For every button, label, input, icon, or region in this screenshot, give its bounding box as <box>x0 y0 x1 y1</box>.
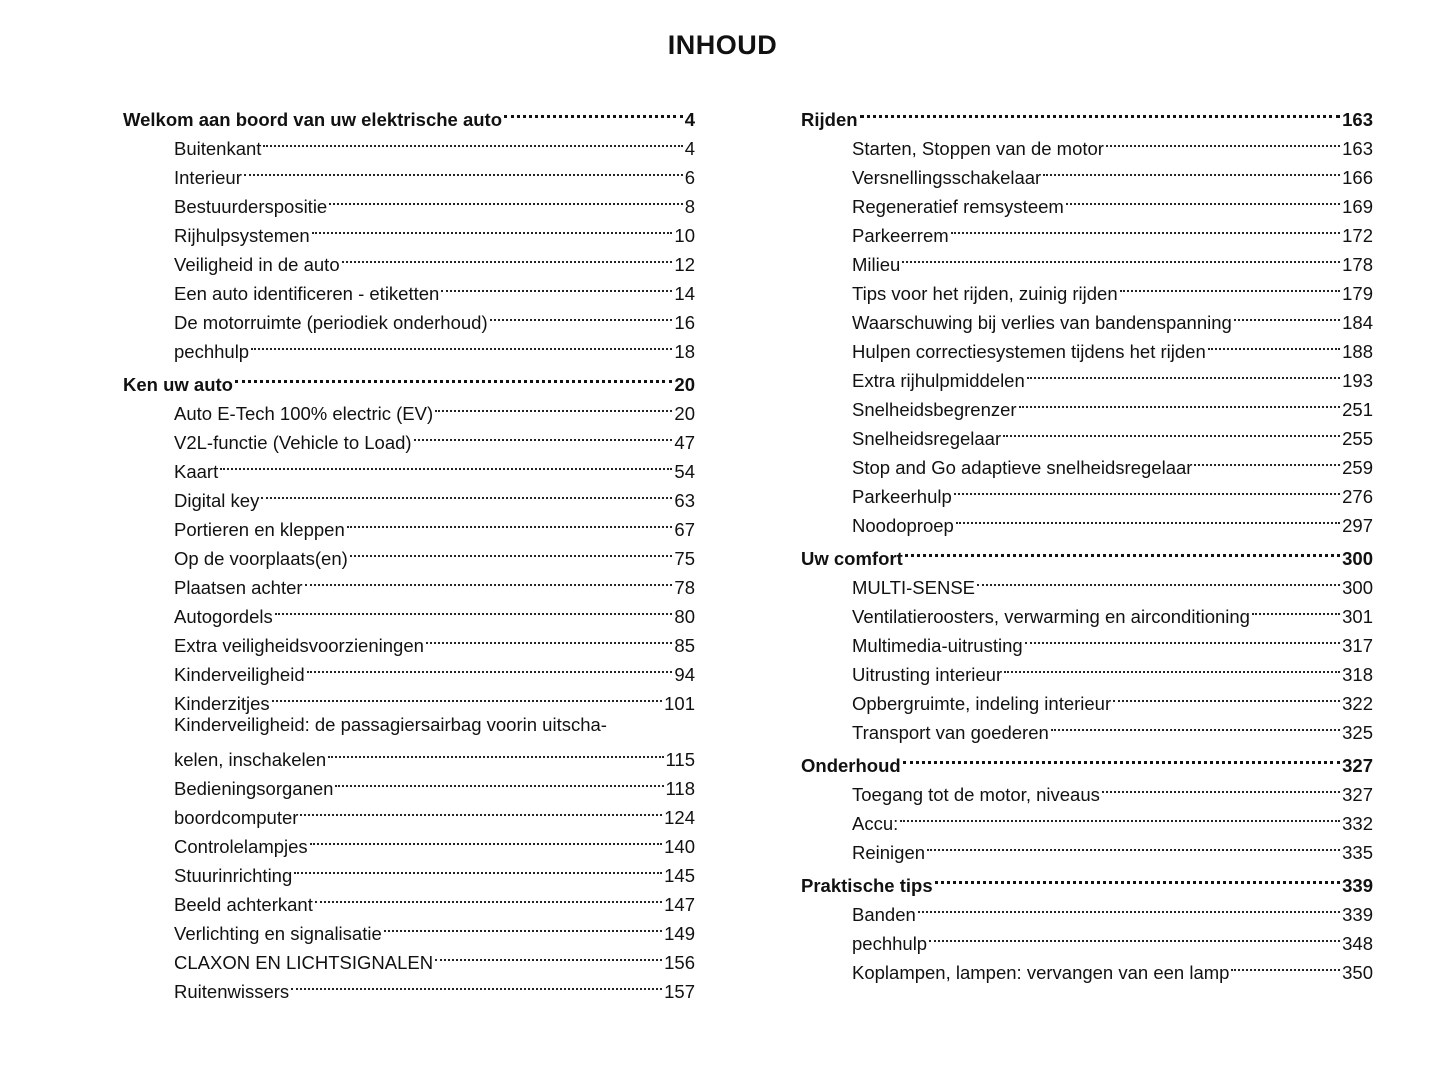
page-number: 85 <box>674 635 695 656</box>
dot-leader <box>251 329 672 358</box>
entry-label: Snelheidsbegrenzer <box>852 399 1017 420</box>
entry-continuation <box>174 737 695 770</box>
entry-label: Rijhulpsystemen <box>174 225 310 246</box>
dot-leader <box>900 801 1340 830</box>
entry-label: Kaart <box>174 461 219 482</box>
entry-label: Bedieningsorganen <box>174 778 334 799</box>
toc-section-heading[interactable] <box>801 536 1373 569</box>
section-title: Rijden <box>801 109 858 130</box>
dot-leader <box>903 743 1340 772</box>
entry-label: Noodoproep <box>852 515 954 536</box>
dot-leader <box>328 737 663 766</box>
entry-label: Controlelampjes <box>174 836 308 857</box>
entry-label: Parkeerrem <box>852 225 949 246</box>
dot-leader <box>977 565 1340 594</box>
entry-label: Multimedia-uitrusting <box>852 635 1023 656</box>
entry-label: Verlichting en signalisatie <box>174 923 382 944</box>
dot-leader <box>305 565 673 594</box>
entry-label: V2L-functie (Vehicle to Load) <box>174 432 412 453</box>
toc-section-heading[interactable] <box>801 863 1373 896</box>
entry-label: Snelheidsregelaar <box>852 428 1002 449</box>
dot-leader <box>1004 652 1340 681</box>
page-number: 327 <box>1342 755 1373 776</box>
dot-leader <box>294 853 662 882</box>
dot-leader <box>1231 950 1340 979</box>
page-title: INHOUD <box>667 30 778 60</box>
dot-leader <box>954 474 1340 503</box>
dot-leader <box>300 795 662 824</box>
entry-label: Extra veiligheidsvoorzieningen <box>174 635 424 656</box>
dot-leader <box>1113 681 1340 710</box>
entry-label: pechhulp <box>174 341 250 362</box>
page-number: 140 <box>664 836 695 857</box>
page-number: 166 <box>1342 167 1373 188</box>
dot-leader <box>1066 184 1340 213</box>
dot-leader <box>1106 126 1340 155</box>
entry-label: Koplampen, lampen: vervangen van een lamp <box>852 962 1230 983</box>
page-number: 163 <box>1342 109 1373 130</box>
toc-left-column <box>123 97 695 1002</box>
dot-leader <box>414 420 673 449</box>
page-number: 157 <box>664 981 695 1002</box>
page-number: 118 <box>665 778 695 799</box>
dot-leader <box>307 652 673 681</box>
section-title: Praktische tips <box>801 875 933 896</box>
dot-leader <box>441 271 672 300</box>
entry-label: Digital key <box>174 490 260 511</box>
page-number: 255 <box>1342 428 1373 449</box>
entry-label: Parkeerhulp <box>852 486 952 507</box>
dot-leader <box>1252 594 1340 623</box>
page-number: 179 <box>1342 283 1373 304</box>
dot-leader <box>1027 358 1340 387</box>
entry-label: Auto E-Tech 100% electric (EV) <box>174 403 434 424</box>
dot-leader <box>235 362 672 391</box>
entry-label: Uitrusting interieur <box>852 664 1003 685</box>
page-number: 188 <box>1342 341 1373 362</box>
page-number: 297 <box>1342 515 1373 536</box>
page-number: 18 <box>674 341 695 362</box>
dot-leader <box>335 766 663 795</box>
section-title: Onderhoud <box>801 755 901 776</box>
dot-leader <box>435 940 662 969</box>
page-number: 80 <box>674 606 695 627</box>
toc-section-heading[interactable] <box>801 97 1373 130</box>
entry-label: Autogordels <box>174 606 273 627</box>
page-number: 67 <box>674 519 695 540</box>
dot-leader <box>1102 772 1340 801</box>
page-number: 20 <box>674 374 695 395</box>
dot-leader <box>927 830 1340 859</box>
entry-label: Veiligheid in de auto <box>174 254 340 275</box>
page-number: 322 <box>1342 693 1373 714</box>
dot-leader <box>1194 445 1340 474</box>
dot-leader <box>315 882 662 911</box>
page-number: 348 <box>1342 933 1373 954</box>
page-number: 94 <box>674 664 695 685</box>
dot-leader <box>1025 623 1340 652</box>
entry-label: Reinigen <box>852 842 926 863</box>
page-number: 318 <box>1342 664 1373 685</box>
entry-label: Stuurinrichting <box>174 865 293 886</box>
page-number: 350 <box>1342 962 1373 983</box>
dot-leader <box>918 892 1340 921</box>
dot-leader <box>905 536 1340 565</box>
entry-label: Ventilatieroosters, verwarming en airconditioning <box>852 606 1250 627</box>
page-number: 75 <box>674 548 695 569</box>
dot-leader <box>312 213 673 242</box>
entry-label: Buitenkant <box>174 138 262 159</box>
section-title: Uw comfort <box>801 548 903 569</box>
dot-leader <box>1120 271 1340 300</box>
page-number: 184 <box>1342 312 1373 333</box>
dot-leader <box>263 126 682 155</box>
page-number: 4 <box>684 109 695 130</box>
dot-leader <box>291 969 662 998</box>
toc-right-column <box>801 97 1373 983</box>
entry-label: Versnellingsschakelaar <box>852 167 1042 188</box>
dot-leader <box>860 97 1341 126</box>
dot-leader <box>956 503 1340 532</box>
dot-leader <box>261 478 672 507</box>
page-number: 325 <box>1342 722 1373 743</box>
entry-label: Beeld achterkant <box>174 894 313 915</box>
dot-leader <box>902 242 1340 271</box>
page-number: 54 <box>674 461 695 482</box>
entry-label: Toegang tot de motor, niveaus <box>852 784 1100 805</box>
entry-label: Waarschuwing bij verlies van bandenspanning <box>852 312 1232 333</box>
page-number: 178 <box>1342 254 1373 275</box>
dot-leader <box>1234 300 1340 329</box>
entry-label: Accu: <box>852 813 899 834</box>
dot-leader <box>929 921 1340 950</box>
page-number: 339 <box>1342 904 1373 925</box>
toc-entry-wrapped[interactable] <box>123 710 695 770</box>
dot-leader <box>1051 710 1340 739</box>
dot-leader <box>244 155 683 184</box>
page-number: 16 <box>674 312 695 333</box>
page-number: 251 <box>1342 399 1373 420</box>
dot-leader <box>951 213 1340 242</box>
entry-label: pechhulp <box>852 933 928 954</box>
entry-label: boordcomputer <box>174 807 299 828</box>
page-number: 172 <box>1342 225 1373 246</box>
page-number: 327 <box>1342 784 1373 805</box>
dot-leader <box>275 594 673 623</box>
page-number: 12 <box>674 254 695 275</box>
page-number: 332 <box>1342 813 1373 834</box>
dot-leader <box>935 863 1341 892</box>
page-number: 47 <box>674 432 695 453</box>
entry-label: Hulpen correctiesystemen tijdens het rijden <box>852 341 1206 362</box>
page-number: 300 <box>1342 577 1373 598</box>
page-number: 193 <box>1342 370 1373 391</box>
entry-label: Stop and Go adaptieve snelheidsregelaar <box>852 457 1193 478</box>
entry-label: Kinderzitjes <box>174 693 270 714</box>
entry-label: Regeneratief remsysteem <box>852 196 1064 217</box>
entry-label: Tips voor het rijden, zuinig rijden <box>852 283 1118 304</box>
page-number: 20 <box>674 403 695 424</box>
dot-leader <box>342 242 673 271</box>
page-number: 4 <box>684 138 695 159</box>
entry-label: Portieren en kleppen <box>174 519 345 540</box>
dot-leader <box>1043 155 1340 184</box>
page-number: 335 <box>1342 842 1373 863</box>
page-number: 124 <box>664 807 695 828</box>
page-number: 147 <box>664 894 695 915</box>
section-title: Ken uw auto <box>123 374 233 395</box>
page-number: 8 <box>684 196 695 217</box>
page-number: 301 <box>1342 606 1373 627</box>
dot-leader <box>310 824 662 853</box>
entry-label: Starten, Stoppen van de motor <box>852 138 1104 159</box>
section-title: Welkom aan boord van uw elektrische auto <box>123 109 503 130</box>
page-number: 259 <box>1342 457 1373 478</box>
page-number: 14 <box>674 283 695 304</box>
entry-label: Extra rijhulpmiddelen <box>852 370 1025 391</box>
entry-label: MULTI-SENSE <box>852 577 976 598</box>
dot-leader <box>426 623 673 652</box>
page-number: 63 <box>674 490 695 511</box>
dot-leader <box>490 300 673 329</box>
dot-leader <box>350 536 673 565</box>
entry-label: De motorruimte (periodiek onderhoud) <box>174 312 488 333</box>
dot-leader <box>1208 329 1340 358</box>
dot-leader <box>1003 416 1340 445</box>
entry-label: Opbergruimte, indeling interieur <box>852 693 1112 714</box>
entry-label: kelen, inschakelen <box>174 749 327 770</box>
page-number: 101 <box>664 693 695 714</box>
dot-leader <box>435 391 672 420</box>
page-number: 115 <box>665 749 695 770</box>
entry-label: Transport van goederen <box>852 722 1049 743</box>
dot-leader <box>504 97 683 126</box>
page-number: 339 <box>1342 875 1373 896</box>
entry-label: Ruitenwissers <box>174 981 290 1002</box>
dot-leader <box>272 681 662 710</box>
toc-entry[interactable] <box>801 126 1373 159</box>
entry-label: Interieur <box>174 167 242 188</box>
entry-label: Kinderveiligheid <box>174 664 305 685</box>
entry-label-line1: Kinderveiligheid: de passagiersairbag voorin uitscha- <box>174 714 607 735</box>
dot-leader <box>329 184 682 213</box>
entry-label: Een auto identificeren - etiketten <box>174 283 440 304</box>
entry-label: CLAXON EN LICHTSIGNALEN <box>174 952 434 973</box>
page-number: 163 <box>1342 138 1373 159</box>
page-number: 10 <box>674 225 695 246</box>
page-number: 156 <box>664 952 695 973</box>
entry-label: Op de voorplaats(en) <box>174 548 348 569</box>
toc-section-heading[interactable] <box>123 97 695 130</box>
page-number: 317 <box>1342 635 1373 656</box>
page-number: 169 <box>1342 196 1373 217</box>
toc-section-heading[interactable] <box>801 743 1373 776</box>
entry-label: Bestuurderspositie <box>174 196 328 217</box>
entry-label: Plaatsen achter <box>174 577 303 598</box>
page-number: 149 <box>664 923 695 944</box>
page-number: 145 <box>664 865 695 886</box>
entry-label: Milieu <box>852 254 901 275</box>
dot-leader <box>384 911 662 940</box>
toc-section-heading[interactable] <box>123 362 695 395</box>
page-number: 6 <box>684 167 695 188</box>
page-number: 78 <box>674 577 695 598</box>
dot-leader <box>347 507 673 536</box>
dot-leader <box>1019 387 1341 416</box>
dot-leader <box>220 449 672 478</box>
page-number: 300 <box>1342 548 1373 569</box>
entry-label: Banden <box>852 904 916 925</box>
page-number: 276 <box>1342 486 1373 507</box>
